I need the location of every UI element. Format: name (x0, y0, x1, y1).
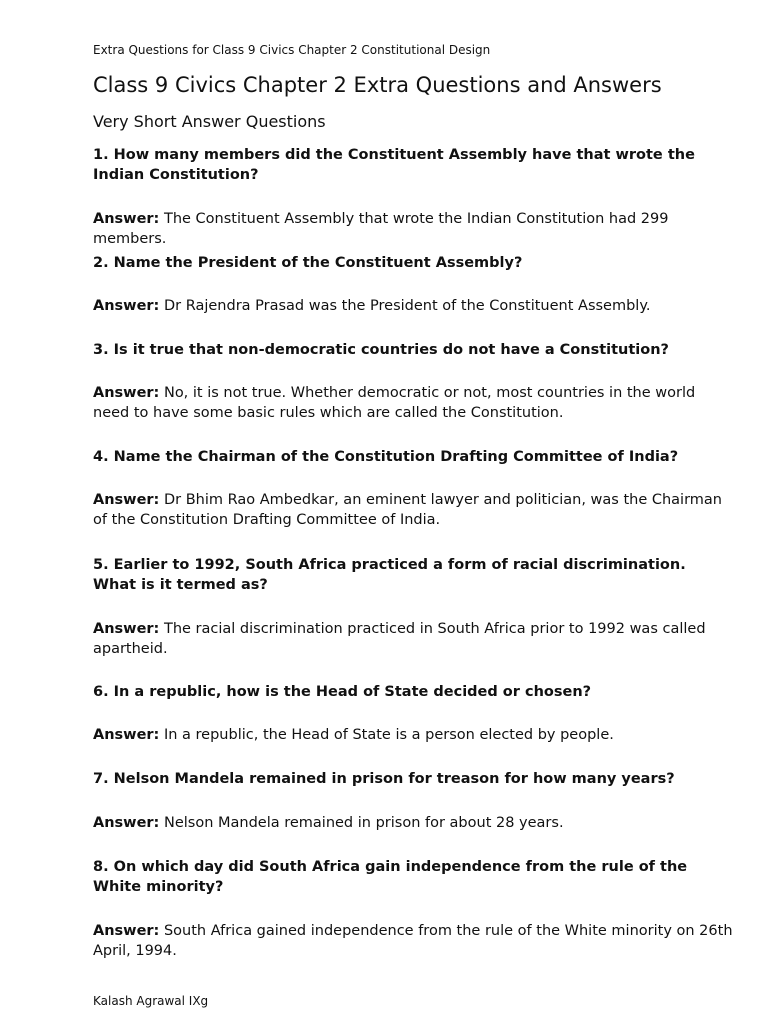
answer-text (93, 813, 733, 833)
answer-body: In a republic, the Head of State is a person elected by people. (163, 727, 614, 743)
answer-label: Answer: (93, 923, 160, 939)
question-text: 4. Name the Chairman of the Constitution Drafting Committee of India? (93, 449, 679, 465)
answer-label: Answer: (93, 298, 160, 314)
question-text: 2. Name the President of the Constituent Assembly? (93, 255, 523, 271)
answer-text (93, 725, 733, 745)
question-text: 7. Nelson Mandela remained in prison for treason for how many years? (93, 771, 675, 787)
qa-item (93, 555, 733, 659)
answer-body: Dr Bhim Rao Ambedkar, an eminent lawyer and politician, was the Chairman of the Constitution Drafting Committee of India. (93, 492, 722, 528)
question-text: 5. Earlier to 1992, South Africa practiced a form of racial discrimination. What is it termed as? (93, 557, 686, 593)
answer-body: No, it is not true. Whether democratic or not, most countries in the world need to have some basic rules which are called the Constitution. (93, 385, 696, 421)
question-text: 8. On which day did South Africa gain independence from the rule of the White minority? (93, 859, 688, 895)
answer-body: South Africa gained independence from the rule of the White minority on 26th April, 1994. (93, 923, 733, 959)
answer-label: Answer: (93, 815, 160, 831)
section-heading: Very Short Answer Questions (93, 112, 326, 131)
page-footer-author: Kalash Agrawal IXg (93, 994, 209, 1008)
question-text: 3. Is it true that non-democratic countries do not have a Constitution? (93, 342, 669, 358)
page-title: Class 9 Civics Chapter 2 Extra Questions and Answers (93, 73, 662, 97)
answer-body: The Constituent Assembly that wrote the Indian Constitution had 299 members. (93, 211, 669, 247)
answer-label: Answer: (93, 621, 160, 637)
qa-item (93, 340, 733, 423)
qa-item (93, 447, 733, 530)
qa-item (93, 253, 733, 316)
answer-text (93, 619, 733, 659)
answer-label: Answer: (93, 211, 160, 227)
answer-text (93, 490, 733, 530)
answer-text (93, 296, 733, 316)
qa-item (93, 682, 733, 745)
answer-label: Answer: (93, 385, 160, 401)
answer-body: Dr Rajendra Prasad was the President of the Constituent Assembly. (163, 298, 651, 314)
answer-body: Nelson Mandela remained in prison for about 28 years. (163, 815, 564, 831)
question-text: 1. How many members did the Constituent Assembly have that wrote the Indian Constitution? (93, 147, 695, 183)
qa-item (93, 769, 733, 833)
running-header: Extra Questions for Class 9 Civics Chapter 2 Constitutional Design (93, 43, 491, 57)
answer-label: Answer: (93, 492, 160, 508)
qa-item (93, 857, 733, 961)
answer-body: The racial discrimination practiced in South Africa prior to 1992 was called apartheid. (93, 621, 706, 657)
answer-text (93, 209, 733, 249)
question-text: 6. In a republic, how is the Head of State decided or chosen? (93, 684, 592, 700)
answer-text (93, 921, 733, 961)
qa-item (93, 145, 733, 249)
answer-text (93, 383, 733, 423)
answer-label: Answer: (93, 727, 160, 743)
